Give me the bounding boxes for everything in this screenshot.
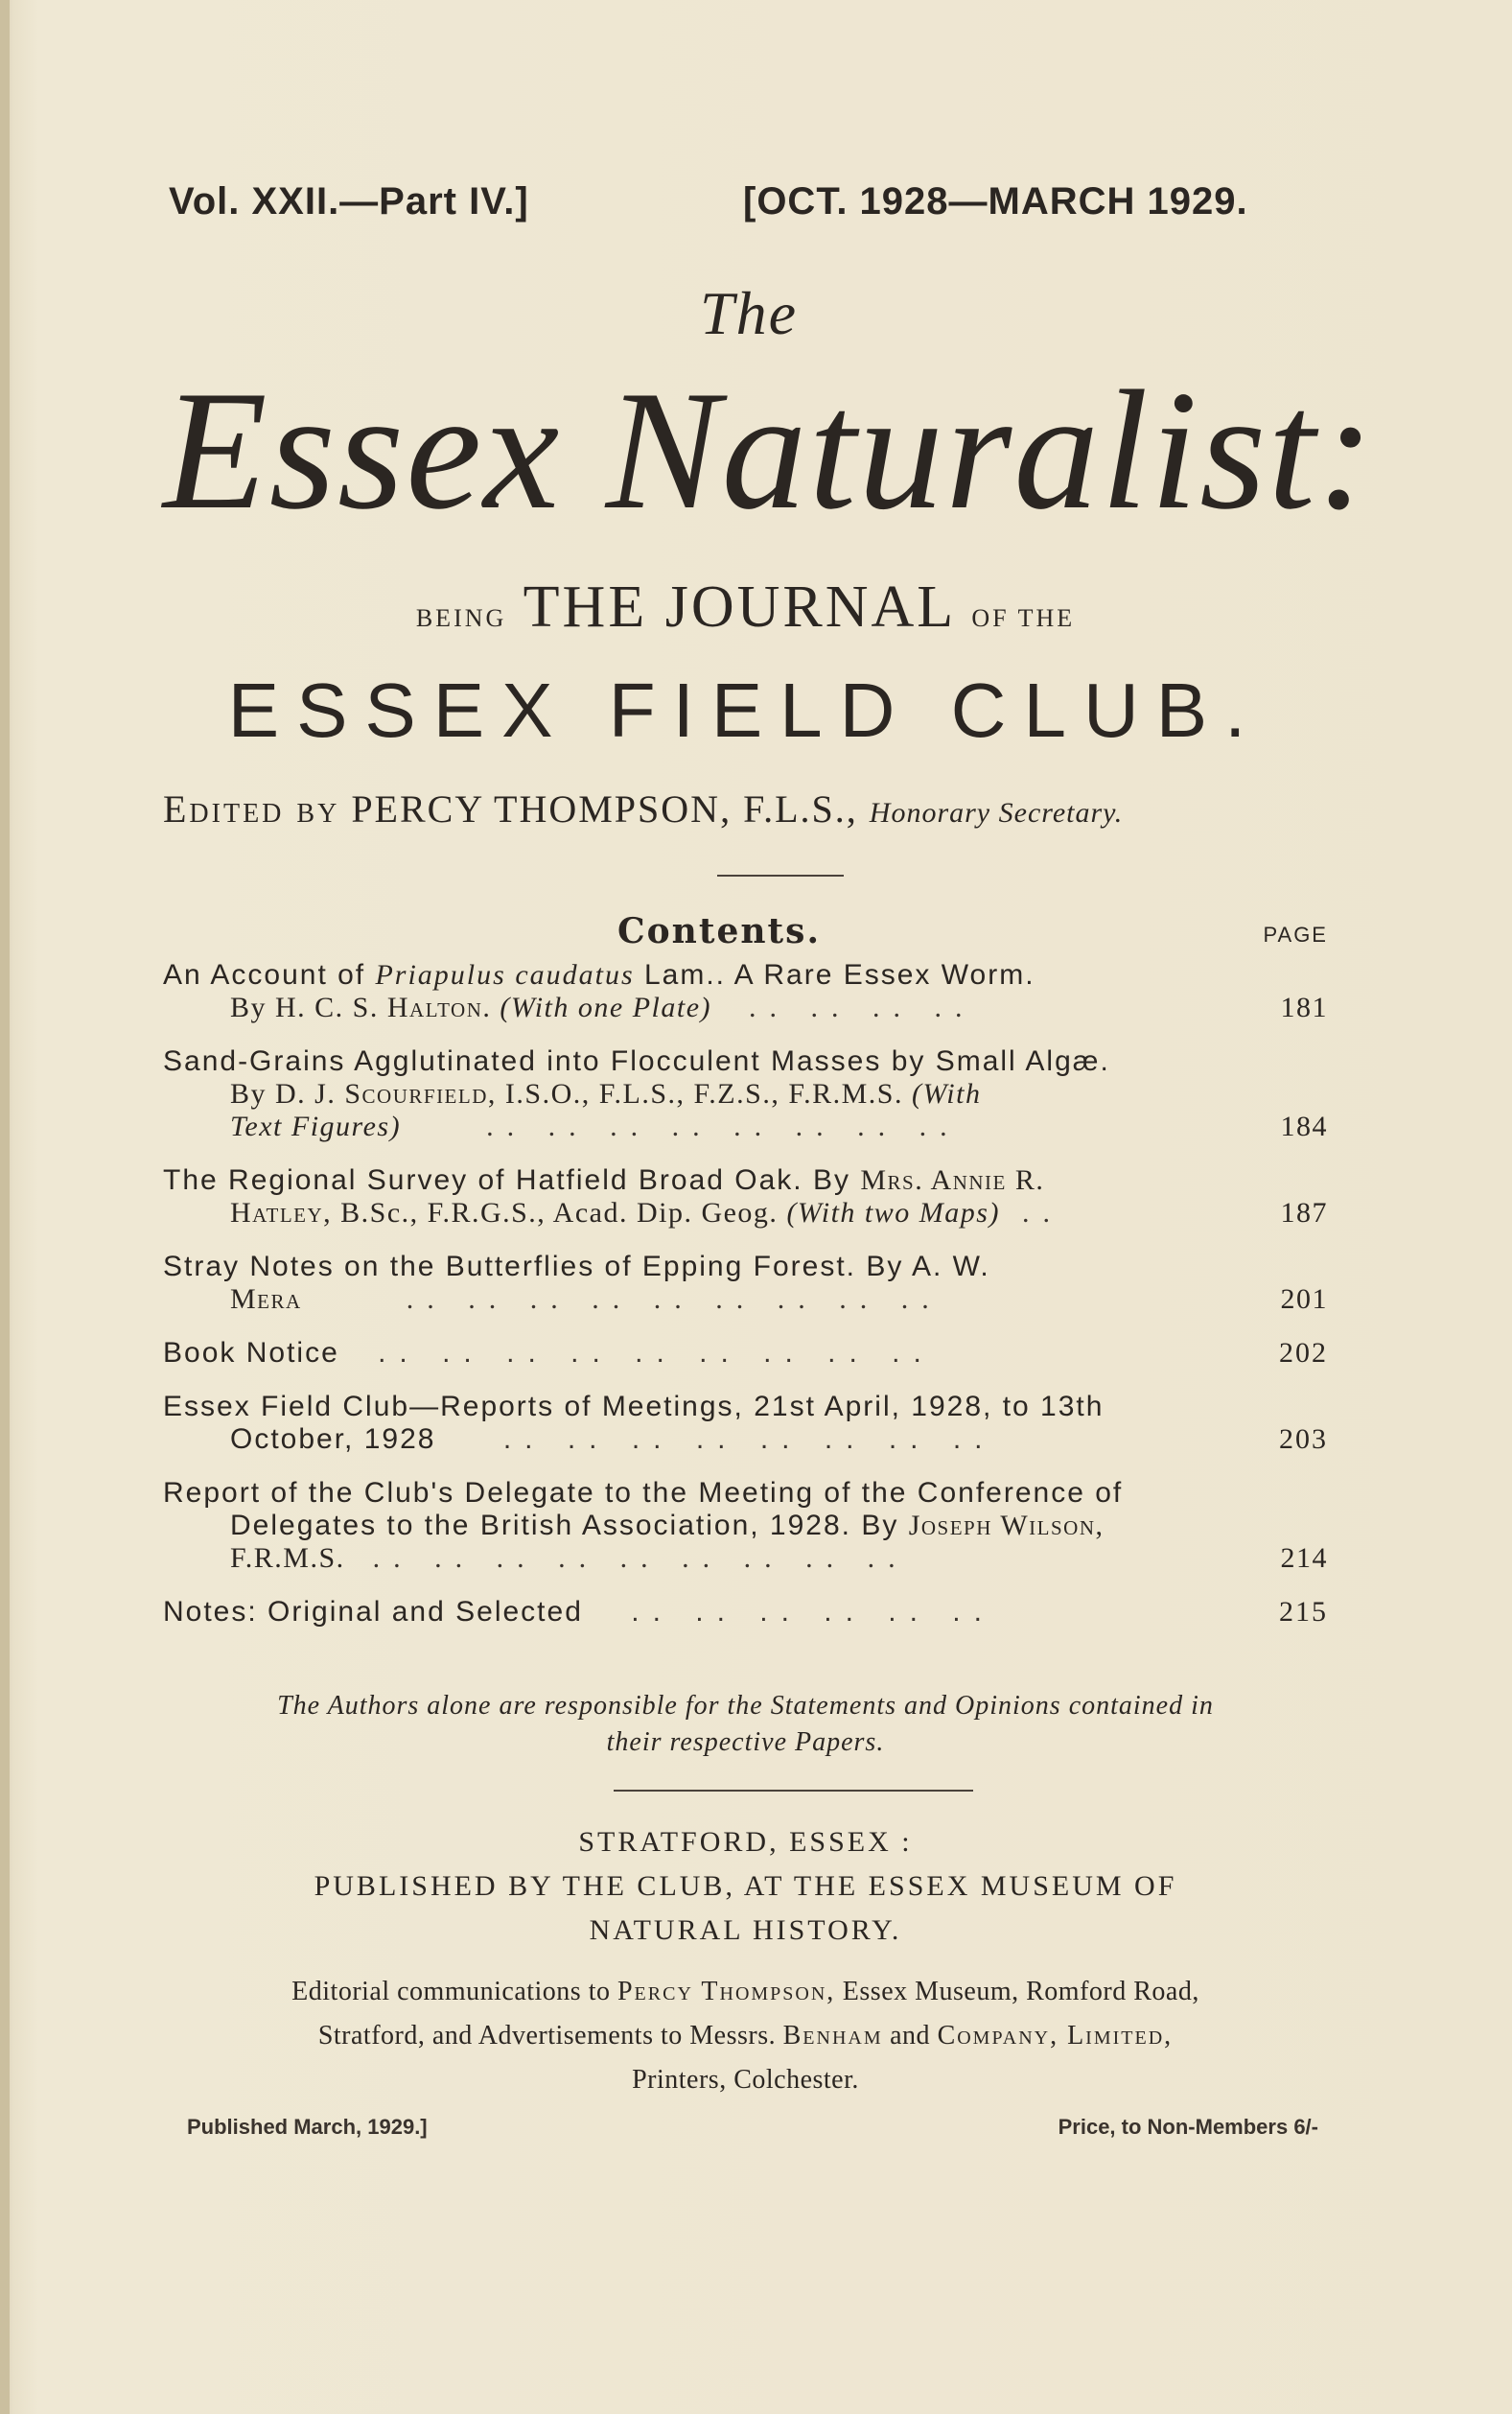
toc-entry-line: Stray Notes on the Butterflies of Epping Forest. By A. W. (163, 1251, 990, 1282)
toc-text: Delegates to the British Association, 1928. By (230, 1510, 909, 1541)
page-number: 214 (1280, 1542, 1328, 1574)
toc-italic-text: (With two Maps) (786, 1197, 1000, 1229)
price: Price, to Non-Members 6/- (1058, 2115, 1318, 2139)
toc-italic-text: (With one Plate) (491, 992, 712, 1023)
toc-entry[interactable] (163, 1164, 1328, 1230)
subtitle-line (163, 574, 1328, 642)
toc-text: By D. J. (230, 1078, 345, 1110)
date-range: [OCT. 1928—MARCH 1929. (743, 180, 1248, 223)
editorial-text: Essex Museum, Romford Road, (835, 1977, 1199, 2006)
journal-title: Essex Naturalist: (163, 355, 1377, 545)
editorial-text: Editorial communications to (291, 1977, 617, 2006)
editorial-text: Stratford, and Advertisements to Messrs. (317, 2021, 783, 2051)
table-of-contents (163, 959, 1328, 1650)
toc-entry[interactable] (163, 1251, 1328, 1316)
editor-line (163, 786, 1328, 832)
toc-author: Hatley, (230, 1197, 333, 1229)
divider (717, 875, 844, 877)
toc-entry-line (163, 992, 1328, 1024)
editorial-line: Printers, Colchester. (632, 2065, 859, 2095)
editor-role: Honorary Secretary. (869, 797, 1124, 829)
editorial-name: Percy Thompson, (616, 1977, 836, 2006)
toc-text: Lam.. A Rare Essex Worm. (634, 959, 1035, 991)
publisher-line: PUBLISHED BY THE CLUB, AT THE ESSEX MUSEUM OF (314, 1870, 1177, 1902)
toc-entry-line (163, 1596, 1328, 1629)
toc-entry[interactable] (163, 1337, 1328, 1370)
page-number: 181 (1280, 992, 1328, 1023)
dot-leader: .. .. .. .. .. .. .. .. .. (406, 1283, 942, 1315)
publisher-block (163, 1820, 1328, 1953)
page-column-label: PAGE (1263, 923, 1328, 947)
divider (614, 1790, 973, 1792)
toc-entry-line (163, 1283, 1328, 1316)
toc-author: Halton. (386, 992, 492, 1023)
journal-word: THE JOURNAL (523, 574, 954, 640)
page-number: 201 (1280, 1283, 1328, 1315)
toc-text: Notes: Original and Selected (163, 1596, 583, 1628)
toc-entry-line (163, 959, 1328, 992)
toc-author: Mrs. Annie (860, 1164, 1007, 1196)
toc-entry[interactable] (163, 1045, 1328, 1143)
toc-text: F.R.M.S. (230, 1542, 345, 1574)
page-number: 184 (1280, 1111, 1328, 1142)
dot-leader: .. .. .. .. .. .. .. .. .. (378, 1337, 935, 1369)
dot-leader: .. .. .. .. (749, 992, 976, 1023)
toc-text: Book Notice (163, 1337, 339, 1369)
toc-author: Mera (230, 1283, 302, 1315)
contents-heading: Contents. (617, 911, 821, 951)
page-number: 202 (1279, 1337, 1328, 1369)
editorial-text: and (882, 2021, 938, 2051)
toc-entry-line: Sand-Grains Agglutinated into Flocculent Masses by Small Algæ. (163, 1045, 1110, 1077)
club-name: ESSEX FIELD CLUB. (227, 668, 1264, 753)
toc-entry[interactable] (163, 1596, 1328, 1629)
publication-date: Published March, 1929.] (187, 2115, 428, 2139)
being-word: BEING (415, 604, 507, 632)
editorial-notice (163, 1970, 1328, 2102)
volume-label: Vol. XXII.—Part IV.] (169, 180, 529, 223)
toc-entry-line: Essex Field Club—Reports of Meetings, 21st April, 1928, to 13th (163, 1391, 1105, 1422)
toc-entry-line (163, 1510, 1328, 1542)
of-the-word: OF THE (971, 604, 1076, 632)
page-number: 203 (1279, 1423, 1328, 1455)
editor-name: PERCY THOMPSON, F.L.S., (351, 787, 858, 831)
dot-leader: .. .. .. .. .. .. .. .. (486, 1111, 961, 1142)
toc-entry-line (163, 1078, 1328, 1111)
toc-author: Joseph Wilson, (908, 1510, 1105, 1541)
toc-entry-line (163, 1542, 1328, 1575)
publisher-line: STRATFORD, ESSEX : (578, 1826, 913, 1858)
toc-entry-line: Report of the Club's Delegate to the Meeting of the Conference of (163, 1477, 1124, 1509)
toc-text: R. (1006, 1164, 1045, 1196)
toc-italic-text: (With (911, 1078, 982, 1110)
editorial-name: Benham (782, 2021, 883, 2051)
dot-leader: .. (1021, 1197, 1063, 1229)
disclaimer (163, 1688, 1328, 1761)
dot-leader: .. .. .. .. .. .. (631, 1596, 995, 1628)
editorial-line (163, 1970, 1328, 2014)
toc-italic-text: Text Figures) (230, 1111, 402, 1142)
disclaimer-line: The Authors alone are responsible for the Statements and Opinions contained in (277, 1691, 1214, 1721)
toc-text: I.S.O., F.L.S., F.Z.S., F.R.M.S. (496, 1078, 912, 1110)
toc-entry-line (163, 1164, 1328, 1197)
dot-leader: .. .. .. .. .. .. .. .. (502, 1423, 996, 1455)
editorial-name: Company, Limited, (937, 2021, 1174, 2051)
page-spine (0, 0, 10, 2414)
title-article: The (700, 279, 798, 347)
toc-entry[interactable] (163, 1391, 1328, 1456)
toc-entry[interactable] (163, 959, 1328, 1024)
toc-text: B.Sc., F.R.G.S., Acad. Dip. Geog. (332, 1197, 787, 1229)
toc-italic-text: Priapulus caudatus (375, 959, 635, 991)
page-number: 215 (1279, 1596, 1328, 1628)
toc-text: October, 1928 (230, 1423, 436, 1455)
toc-author: Scourfield, (344, 1078, 497, 1110)
disclaimer-line: their respective Papers. (606, 1727, 885, 1757)
toc-entry[interactable] (163, 1477, 1328, 1575)
edited-by-label: Edited by (163, 787, 340, 831)
toc-text: An Account of (163, 959, 376, 991)
editorial-line (163, 2014, 1328, 2058)
toc-text: By H. C. S. (230, 992, 387, 1023)
toc-entry-line (163, 1197, 1328, 1230)
toc-entry-line (163, 1423, 1328, 1456)
page-number: 187 (1280, 1197, 1328, 1229)
dot-leader: .. .. .. .. .. .. .. .. .. (372, 1542, 909, 1574)
toc-entry-line (163, 1111, 1328, 1143)
publisher-line: NATURAL HISTORY. (589, 1914, 902, 1946)
toc-entry-line (163, 1337, 1328, 1370)
toc-text: The Regional Survey of Hatfield Broad Oak. By (163, 1164, 861, 1196)
